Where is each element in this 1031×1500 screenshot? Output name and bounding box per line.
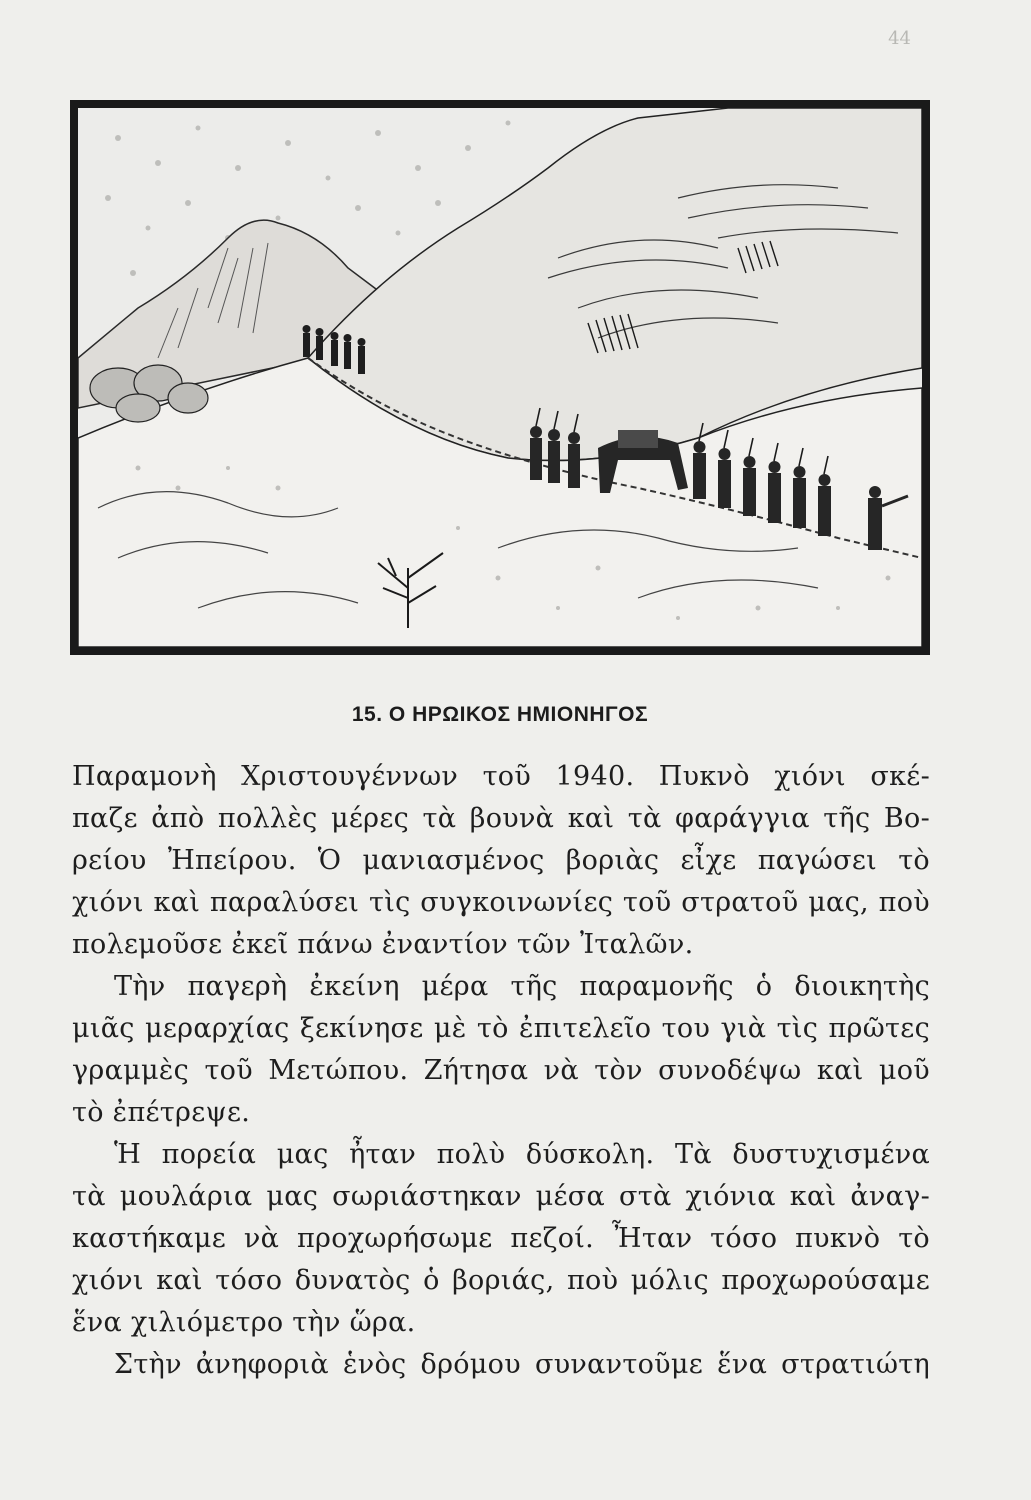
- body-text: [72, 756, 930, 1386]
- text-line: χιόνι καὶ παραλύσει τὶς συγκοινωνίες τοῦ στρατοῦ μας, ποὺ: [72, 887, 930, 918]
- text-line: πολεμοῦσε ἐκεῖ πάνω ἐναντίον τῶν Ἰταλῶν.: [72, 929, 694, 960]
- text-line: μιᾶς μεραρχίας ξεκίνησε μὲ τὸ ἐπιτελεῖο του γιὰ τὶς πρῶτες: [72, 1013, 930, 1044]
- text-line: Παραμονὴ Χριστουγέννων τοῦ 1940. Πυκνὸ χιόνι σκέ-: [72, 761, 930, 792]
- text-line: τὸ ἐπέτρεψε.: [72, 1097, 251, 1128]
- page-number: 44: [888, 28, 911, 49]
- text-line: παζε ἀπὸ πολλὲς μέρες τὰ βουνὰ καὶ τὰ φαράγγια τῆς Βο-: [72, 803, 930, 834]
- text-line: Τὴν παγερὴ ἐκείνη μέρα τῆς παραμονῆς ὁ διοικητὴς: [114, 971, 930, 1002]
- text-line: Στὴν ἀνηφοριὰ ἑνὸς δρόμου συναντοῦμε ἕνα στρατιώτη: [114, 1349, 930, 1380]
- text-line: γραμμὲς τοῦ Μετώπου. Ζήτησα νὰ τὸν συνοδέψω καὶ μοῦ: [72, 1055, 930, 1086]
- text-line: τὰ μουλάρια μας σωριάστηκαν μέσα στὰ χιόνια καὶ ἀναγ-: [72, 1181, 930, 1212]
- illustration-drawing: [78, 108, 922, 647]
- text-line: Ἡ πορεία μας ἦταν πολὺ δύσκολη. Τὰ δυστυχισμένα: [114, 1139, 930, 1170]
- text-line: χιόνι καὶ τόσο δυνατὸς ὁ βοριάς, ποὺ μόλις προχωρούσαμε: [72, 1265, 930, 1296]
- text-line: καστήκαμε νὰ προχωρήσωμε πεζοί. Ἦταν τόσο πυκνὸ τὸ: [72, 1223, 930, 1254]
- illustration-snowy-mountain-march: [70, 100, 930, 655]
- chapter-title: 15. Ο ΗΡΩΙΚΟΣ ΗΜΙΟΝΗΓΟΣ: [351, 703, 649, 726]
- text-line: ρείου Ἠπείρου. Ὁ μανιασμένος βοριὰς εἶχε παγώσει τὸ: [72, 845, 930, 876]
- text-line: ἕνα χιλιόμετρο τὴν ὥρα.: [72, 1307, 416, 1338]
